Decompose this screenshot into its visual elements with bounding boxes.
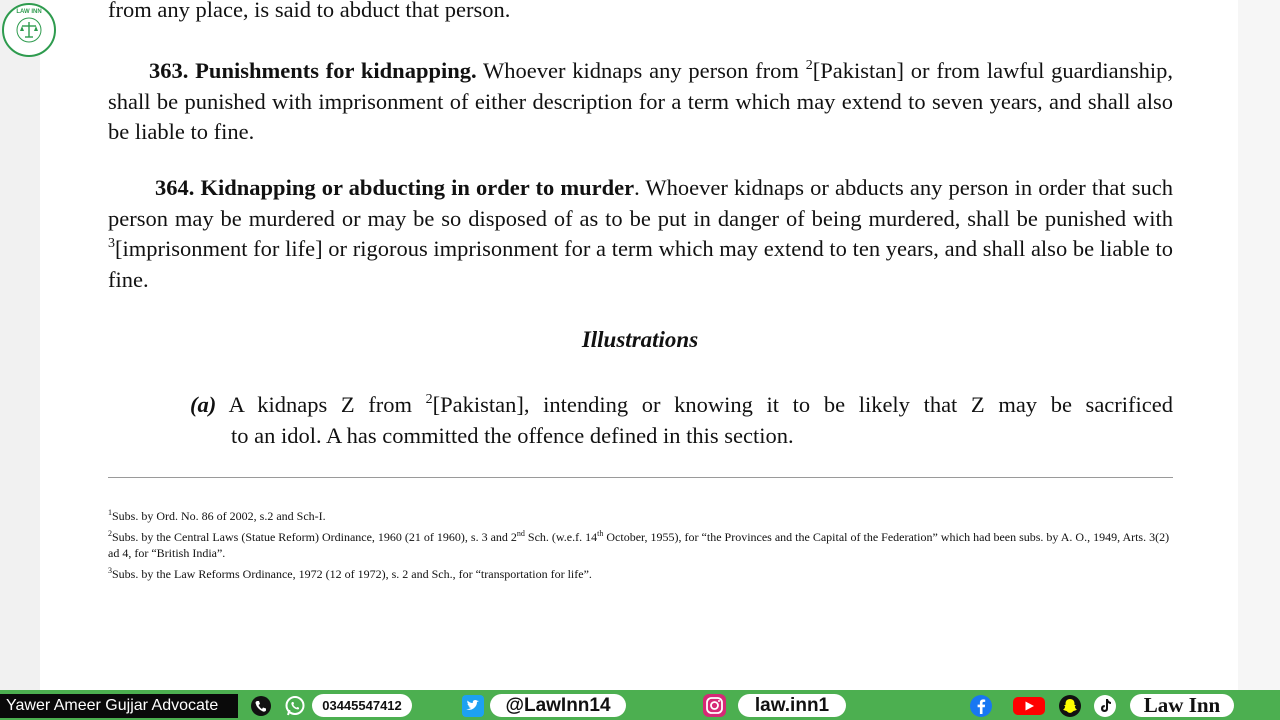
section-364-heading: 364. Kidnapping or abducting in order to murder [155, 175, 635, 200]
footnote-1 [108, 509, 1173, 525]
section-364-text-a: . Whoever kidnaps or abducts any person in order that such person may be murdered or may be so disposed of as to be put in danger of being murdered, shall be punished with [108, 175, 1173, 231]
footnote-1-num: 1 [108, 508, 112, 517]
illustration-a-label: (a) [190, 392, 217, 417]
section-363-heading: 363. Punishments for kidnapping. [149, 58, 477, 83]
illustration-a-text-a: A kidnaps Z from [216, 392, 426, 417]
section-363-text-b: [Pakistan] or from lawful guardianship, shall be punished with imprisonment of either description for a term which may extend to seven years, and shall also be liable to fine. [108, 58, 1174, 144]
phone-number: 03445547412 [312, 694, 412, 717]
footnote-2-num: 2 [108, 529, 112, 538]
section-363-text-a: Whoever kidnaps any person from [476, 58, 806, 83]
snapchat-icon [1057, 693, 1082, 718]
footnote-ref-3: 3 [108, 236, 115, 251]
illustration-a-line2: to an idol. A has committed the offence defined in this section. [231, 423, 794, 448]
footnote-ref-2: 2 [805, 58, 813, 73]
top-line: from any place, is said to abduct that person. [108, 0, 511, 22]
youtube-icon [1012, 693, 1046, 718]
logo-text: LAW INN [16, 9, 42, 15]
footnote-3 [108, 567, 1173, 583]
footnote-2-sup-nd: nd [516, 529, 525, 538]
section-363 [108, 56, 1173, 148]
footnote-2-text-a: Subs. by the Central Laws (Statue Reform) Ordinance, 1960 (21 of 1960), s. 3 and 2 [112, 530, 517, 544]
footnote-3-text: Subs. by the Law Reforms Ordinance, 1972 (12 of 1972), s. 2 and Sch., for “transportation for life”. [112, 567, 592, 581]
footnote-1-text: Subs. by Ord. No. 86 of 2002, s.2 and Sch-I. [112, 509, 326, 523]
instagram-icon [702, 693, 727, 718]
footnote-2-text-c: October, 1955), for “the Provinces and the Capital of the Federation” which had been subs. by A. O., 1949, Arts. 3(2) ad 4, for “British India”. [108, 530, 1170, 560]
twitter-icon [460, 693, 485, 718]
law-inn-logo [2, 3, 56, 57]
whatsapp-icon [282, 693, 307, 718]
footnote-2-text-b: Sch. (w.e.f. 14 [524, 530, 598, 544]
brand-label: Law Inn [1130, 694, 1234, 717]
phone-icon [248, 693, 273, 718]
illustration-a-text-b: [Pakistan], intending or knowing it to be likely that Z may be sacrificed [432, 392, 1173, 417]
footnote-ref-2b: 2 [425, 392, 433, 407]
footnote-2-sup-th: th [597, 529, 604, 538]
section-364 [108, 173, 1173, 295]
twitter-handle: @LawInn14 [490, 694, 626, 717]
footnote-3-num: 3 [108, 566, 112, 575]
section-364-text-b: [imprisonment for life] or rigorous imprisonment for a term which may extend to ten years, and shall also be liable to fine. [108, 236, 1173, 292]
advocate-name: Yawer Ameer Gujjar Advocate [0, 694, 238, 718]
scale-logo-icon [14, 15, 44, 45]
facebook-icon [968, 693, 993, 718]
tiktok-icon [1092, 693, 1117, 718]
footnote-2 [108, 530, 1173, 561]
illustrations-title: Illustrations [581, 327, 699, 352]
footnote-divider [108, 477, 1173, 478]
illustration-a [190, 389, 1173, 451]
instagram-handle: law.inn1 [738, 694, 846, 717]
social-bar [0, 690, 1280, 720]
